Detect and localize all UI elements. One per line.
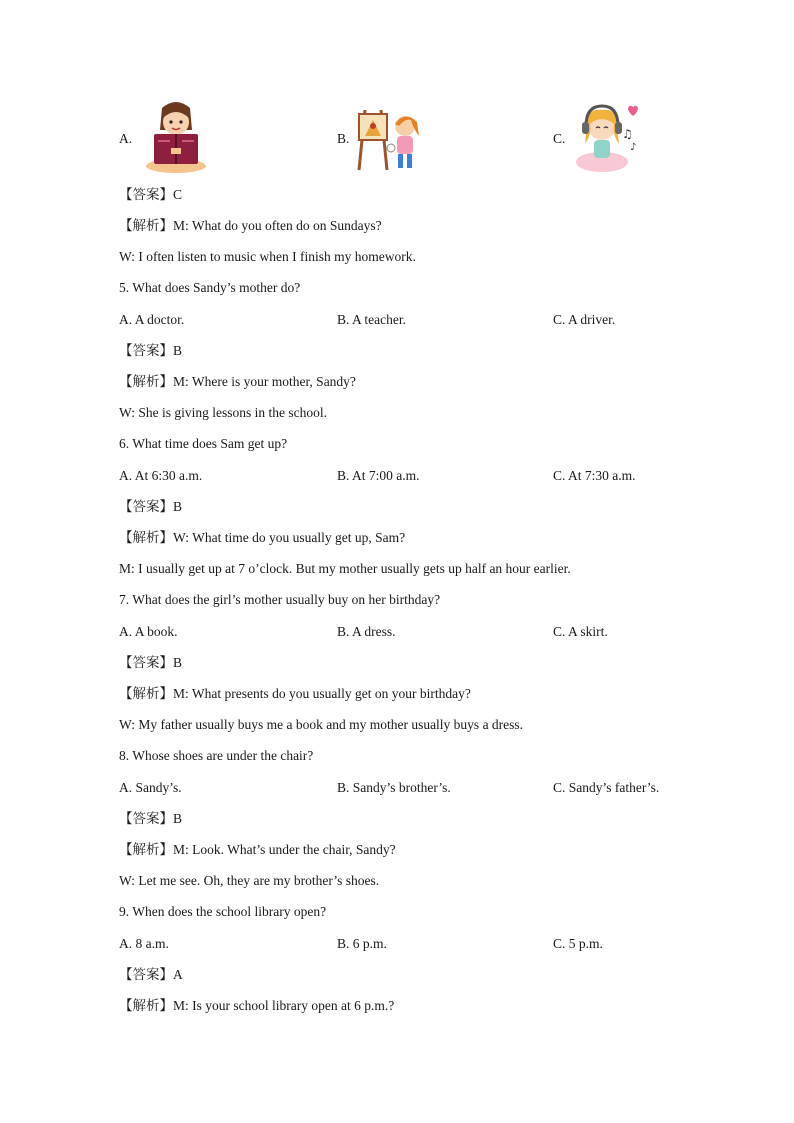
- girl-listening-music-icon: [572, 104, 642, 179]
- q6-option-c: C. At 7:30 a.m.: [553, 468, 636, 483]
- girl-painting-easel-icon: [355, 106, 425, 177]
- option-c-label: C.: [553, 131, 566, 146]
- q9-option-a: A. 8 a.m.: [119, 936, 169, 951]
- q8-answer: 【答案】B: [119, 811, 183, 826]
- q8-options: [0, 780, 794, 796]
- q8-analysis: 【解析】M: Look. What’s under the chair, Sandy?: [119, 842, 396, 857]
- q9-analysis: 【解析】M: Is your school library open at 6 p.m.?: [119, 998, 395, 1013]
- q5-answer: 【答案】B: [119, 343, 183, 358]
- q6-analysis: 【解析】W: What time do you usually get up, Sam?: [119, 530, 406, 545]
- q5-analysis: 【解析】M: Where is your mother, Sandy?: [119, 374, 356, 389]
- q7-answer: 【答案】B: [119, 655, 183, 670]
- option-b-label: B.: [337, 131, 350, 146]
- q6-option-b: B. At 7:00 a.m.: [337, 468, 420, 483]
- q9-option-c: C. 5 p.m.: [553, 936, 603, 951]
- q7-analysis: 【解析】M: What presents do you usually get on your birthday?: [119, 686, 471, 701]
- picture-options-row: [0, 100, 794, 176]
- q9-answer: 【答案】A: [119, 967, 183, 982]
- q7-options: [0, 624, 794, 640]
- q8-question: 8. Whose shoes are under the chair?: [119, 748, 314, 763]
- q6-answer: 【答案】B: [119, 499, 183, 514]
- q5-options: [0, 312, 794, 328]
- q5-dialog: W: She is giving lessons in the school.: [119, 405, 327, 420]
- q5-option-b: B. A teacher.: [337, 312, 406, 327]
- q9-question: 9. When does the school library open?: [119, 904, 327, 919]
- q6-question: 6. What time does Sam get up?: [119, 436, 288, 451]
- q7-option-a: A. A book.: [119, 624, 178, 639]
- q7-question: 7. What does the girl’s mother usually buy on her birthday?: [119, 592, 441, 607]
- q6-options: [0, 468, 794, 484]
- q4-dialog: W: I often listen to music when I finish my homework.: [119, 249, 416, 264]
- option-a-label: A.: [119, 131, 133, 146]
- q8-dialog: W: Let me see. Oh, they are my brother’s shoes.: [119, 873, 380, 888]
- svg-text:♫: ♫: [622, 127, 633, 141]
- svg-text:♪: ♪: [630, 142, 637, 153]
- q8-option-c: C. Sandy’s father’s.: [553, 780, 660, 795]
- q9-options: [0, 936, 794, 952]
- q6-option-a: A. At 6:30 a.m.: [119, 468, 203, 483]
- q7-dialog: W: My father usually buys me a book and my mother usually buys a dress.: [119, 717, 524, 732]
- q4-answer: 【答案】C: [119, 187, 183, 202]
- girl-reading-book-icon: [140, 100, 212, 179]
- q6-dialog: M: I usually get up at 7 o’clock. But my mother usually gets up half an hour earlier.: [119, 561, 571, 576]
- q4-analysis: 【解析】M: What do you often do on Sundays?: [119, 218, 382, 233]
- q8-option-b: B. Sandy’s brother’s.: [337, 780, 451, 795]
- q5-option-a: A. A doctor.: [119, 312, 185, 327]
- q8-option-a: A. Sandy’s.: [119, 780, 182, 795]
- q9-option-b: B. 6 p.m.: [337, 936, 387, 951]
- q7-option-b: B. A dress.: [337, 624, 396, 639]
- q5-question: 5. What does Sandy’s mother do?: [119, 280, 301, 295]
- q5-option-c: C. A driver.: [553, 312, 616, 327]
- q7-option-c: C. A skirt.: [553, 624, 608, 639]
